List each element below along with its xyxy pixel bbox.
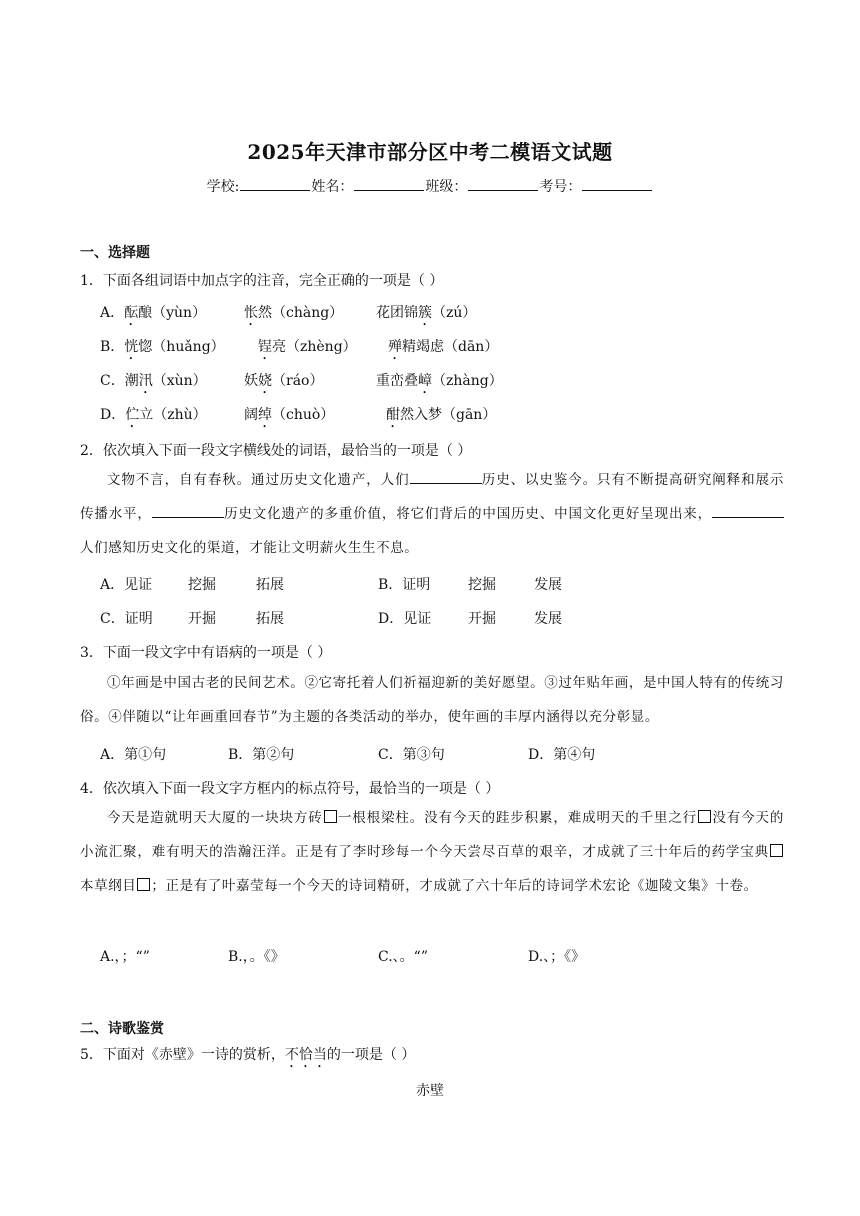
exam-no-blank [582,178,652,191]
q2-blank-3 [712,505,784,518]
q1-d-word1: D．伫立（zhù） [100,407,207,423]
q5-stem-emphasis: 不恰当 [284,1047,327,1063]
q2-d-3: 发展 [534,611,562,627]
q5-stem-post: 的一项是（ ） [326,1047,416,1063]
q1-c-word3: 重峦叠嶂（zhàng） [376,373,503,389]
q2-a-2: 挖掘 [188,577,216,593]
section-heading-choice: 一、选择题 [80,245,150,261]
q2-d-1: D．见证 [378,611,432,627]
q1-a-word3: 花团锦簇（zú） [376,305,477,321]
q3-option-d: D．第④句 [528,747,596,763]
q1-c-word1: C．潮汛（xùn） [100,373,207,389]
q4-text-3: 没有今天的小流汇聚，难有明天的浩瀚汪洋。正是有了李时珍每一个今天尝尽百草的艰辛，才成就了三十年后的药学宝典 [80,810,785,860]
school-blank [240,178,310,191]
q2-a-1: A．见证 [100,577,153,593]
q2-text-4: 人们感知历史文化的渠道，才能让文明薪火生生不息。 [80,540,419,556]
q4-option-c: C.、。“” [378,949,428,965]
q2-c-3: 拓展 [256,611,284,627]
name-blank [354,178,424,191]
question-2-stem: 2．依次填入下面一段文字横线处的词语，最恰当的一项是（ ） [80,443,472,459]
q1-a-word1: A．酝酿（yùn） [100,305,207,321]
q4-option-a: A.，；“” [100,949,150,965]
q2-b-2: 挖掘 [468,577,496,593]
question-3-stem: 3．下面一段文字中有语病的一项是（ ） [80,645,332,661]
q4-box-1 [324,810,337,823]
q3-option-c: C．第③句 [378,747,445,763]
q2-d-2: 开掘 [468,611,496,627]
q2-c-2: 开掘 [188,611,216,627]
class-label: 班级： [425,179,468,195]
q4-text-5: ；正是有了叶嘉莹每一个今天的诗词精研，才成就了六十年后的诗词学术宏论《迦陵文集》十卷。 [151,878,758,894]
q2-text-1: 文物不言，自有春秋。通过历史文化遗产，人们 [107,472,410,488]
q4-option-b: B.，。《》 [228,949,285,965]
school-label: 学校: [206,179,240,195]
q4-option-d: D.、；《》 [528,949,586,965]
q4-box-3 [770,844,783,857]
class-blank [468,178,538,191]
q2-text-3: 历史文化遗产的多重价值，将它们背后的中国历史、中国文化更好呈现出来， [223,506,712,522]
question-1-stem: 1．下面各组词语中加点字的注音，完全正确的一项是（ ） [80,273,444,289]
q1-b-word2: 锃亮（zhèng） [258,339,357,355]
q5-stem-pre: 5．下面对《赤壁》一诗的赏析， [80,1047,285,1063]
q2-a-3: 拓展 [256,577,284,593]
q2-blank-1 [410,471,482,484]
q4-text-4: 本草纲目 [80,878,137,894]
q3-option-b: B．第②句 [228,747,295,763]
name-label: 姓名： [311,179,354,195]
q4-text-2: 一根根梁柱。没有今天的跬步积累，难成明天的千里之行 [337,810,698,826]
question-4-stem: 4．依次填入下面一段文字方框内的标点符号，最恰当的一项是（ ） [80,781,500,797]
section-heading-poetry: 二、诗歌鉴赏 [80,1021,164,1037]
q1-b-word1: B．恍惚（huǎng） [100,339,225,355]
q2-b-3: 发展 [534,577,562,593]
q1-c-word2: 妖娆（ráo） [244,373,324,389]
q1-d-word3: 酣然入梦（gān） [386,407,497,423]
q2-blank-2 [152,505,224,518]
q1-a-word2: 怅然（chàng） [244,305,344,321]
q2-c-1: C．证明 [100,611,153,627]
q4-box-4 [137,878,150,891]
q4-box-2 [698,810,711,823]
poem-title: 赤壁 [416,1083,444,1099]
q4-text-1: 今天是造就明天大厦的一块块方砖 [107,810,323,826]
exam-no-label: 考号： [539,179,582,195]
student-info-line [0,176,860,196]
question-5-stem [80,1044,415,1071]
q3-option-a: A．第①句 [100,747,167,763]
q1-d-word2: 阔绰（chuò） [244,407,335,423]
question-2-passage [80,463,784,565]
q2-text-2: 历史、以史鉴今。只有不断提高研究阐释和展示传播水平， [80,472,784,522]
question-4-passage [80,801,784,903]
q2-b-1: B．证明 [378,577,431,593]
q1-b-word3: 殚精竭虑（dān） [388,339,499,355]
page-title: 2025年天津市部分区中考二模语文试题 [247,140,613,164]
question-3-passage: ①年画是中国古老的民间艺术。②它寄托着人们祈福迎新的美好愿望。③过年贴年画，是中国人特有的传统习俗。④伴随以“让年画重回春节”为主题的各类活动的举办，使年画的丰厚内涵得以充分彰显。 [80,675,784,725]
